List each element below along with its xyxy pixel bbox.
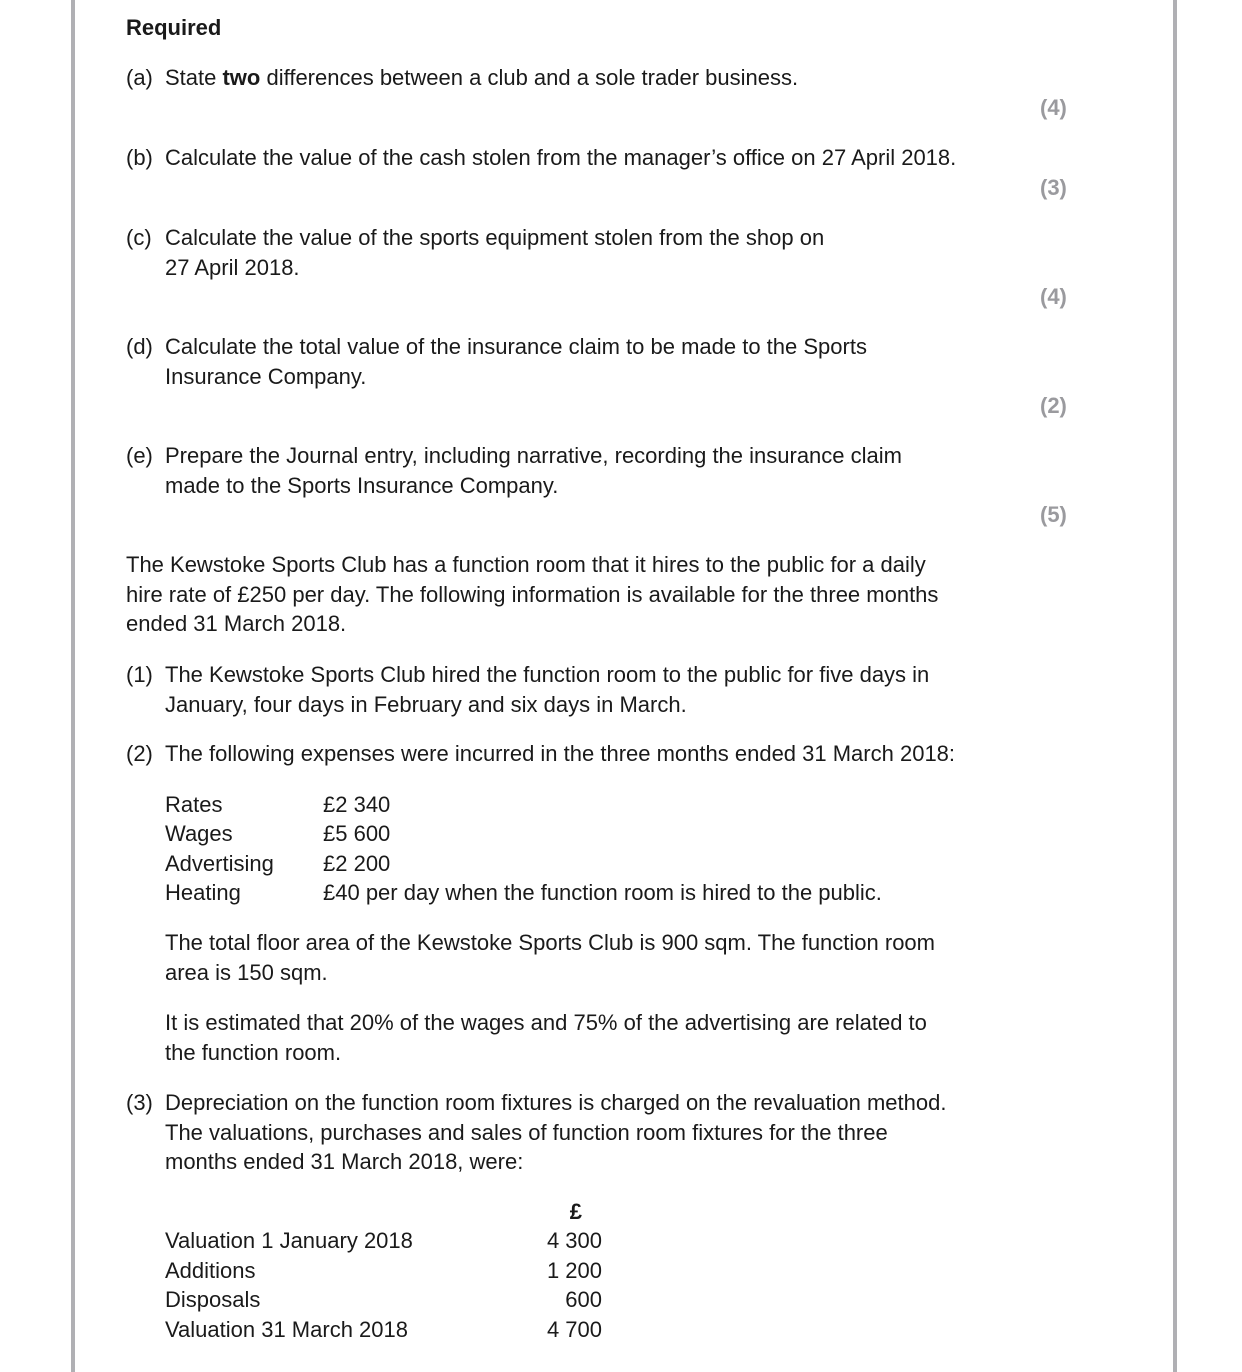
expense-row [165, 849, 391, 879]
item-label: (3) [126, 1090, 153, 1115]
item-text: The valuations, purchases and sales of function room fixtures for the three [165, 1119, 888, 1145]
fixture-name: Disposals [165, 1287, 261, 1312]
marks: (4) [1040, 95, 1067, 120]
fixture-name: Valuation 31 March 2018 [165, 1317, 408, 1342]
marks: (2) [1040, 393, 1067, 418]
item-text: The Kewstoke Sports Club hired the function room to the public for five days in [165, 662, 930, 687]
marks: (4) [1040, 284, 1067, 309]
fixture-name: Valuation 1 January 2018 [165, 1228, 413, 1253]
currency-header: £ [569, 1199, 582, 1224]
question-text: 27 April 2018. [165, 254, 300, 280]
item-label: (2) [126, 741, 153, 766]
page-border-left [71, 0, 75, 1372]
question-text: Calculate the value of the cash stolen from the manager’s office on 27 April 2018. [165, 145, 957, 170]
fixture-name: Additions [165, 1258, 256, 1283]
page-border-right [1173, 0, 1177, 1372]
expense-value: £2 340 [323, 792, 391, 817]
question-text: made to the Sports Insurance Company. [165, 472, 559, 498]
intro-line: ended 31 March 2018. [126, 611, 347, 636]
intro-paragraph [126, 550, 938, 639]
item-text: January, four days in February and six days in March. [165, 691, 687, 717]
text-post: differences between a club and a sole trader business. [260, 65, 799, 90]
note-line: The total floor area of the Kewstoke Sports Club is 900 sqm. The function room [165, 930, 935, 955]
fixture-amount: 4 700 [546, 1317, 602, 1342]
fixtures-row [165, 1226, 602, 1256]
expense-name: Wages [165, 821, 233, 846]
marks: (5) [1040, 502, 1067, 527]
expense-row [165, 819, 391, 849]
item-text: months ended 31 March 2018, were: [165, 1149, 524, 1174]
fixture-amount: 1 200 [546, 1258, 602, 1283]
question-text [165, 63, 798, 93]
question-label: (e) [126, 443, 153, 468]
question-text: Insurance Company. [165, 363, 367, 389]
expense-name: Rates [165, 792, 223, 817]
item-text: Depreciation on the function room fixtures is charged on the revaluation method. [165, 1090, 947, 1115]
required-heading: Required [126, 15, 222, 40]
expense-value: £5 600 [323, 821, 391, 846]
text-bold: two [222, 65, 261, 90]
fixtures-row [165, 1256, 602, 1286]
question-label: (b) [126, 145, 153, 170]
note-line: area is 150 sqm. [165, 959, 328, 985]
note-line: the function room. [165, 1039, 342, 1065]
question-label: (c) [126, 225, 152, 250]
floor-area-note [165, 928, 935, 987]
note-line: It is estimated that 20% of the wages and 75% of the advertising are related to [165, 1010, 927, 1035]
text-pre: State [165, 65, 223, 90]
expense-name: Heating [165, 880, 241, 905]
item-text: The following expenses were incurred in the three months ended 31 March 2018: [165, 741, 956, 766]
item-label: (1) [126, 662, 153, 687]
question-label: (d) [126, 334, 153, 359]
question-label: (a) [126, 65, 153, 90]
marks: (3) [1040, 175, 1067, 200]
expense-value: £40 per day when the function room is hired to the public. [323, 880, 882, 905]
expense-value: £2 200 [323, 851, 391, 876]
intro-line: The Kewstoke Sports Club has a function room that it hires to the public for a daily [126, 552, 926, 577]
fixture-amount: 600 [565, 1287, 602, 1312]
question-text: Calculate the total value of the insurance claim to be made to the Sports [165, 334, 867, 359]
expense-row [165, 878, 882, 908]
estimate-note [165, 1008, 927, 1067]
question-text: Calculate the value of the sports equipment stolen from the shop on [165, 225, 825, 250]
expense-row [165, 790, 391, 820]
question-text: Prepare the Journal entry, including narrative, recording the insurance claim [165, 443, 902, 468]
intro-line: hire rate of £250 per day. The following information is available for the three months [126, 581, 939, 607]
fixture-amount: 4 300 [546, 1228, 602, 1253]
expense-name: Advertising [165, 851, 274, 876]
fixtures-row [165, 1315, 602, 1345]
fixtures-row [165, 1285, 602, 1315]
